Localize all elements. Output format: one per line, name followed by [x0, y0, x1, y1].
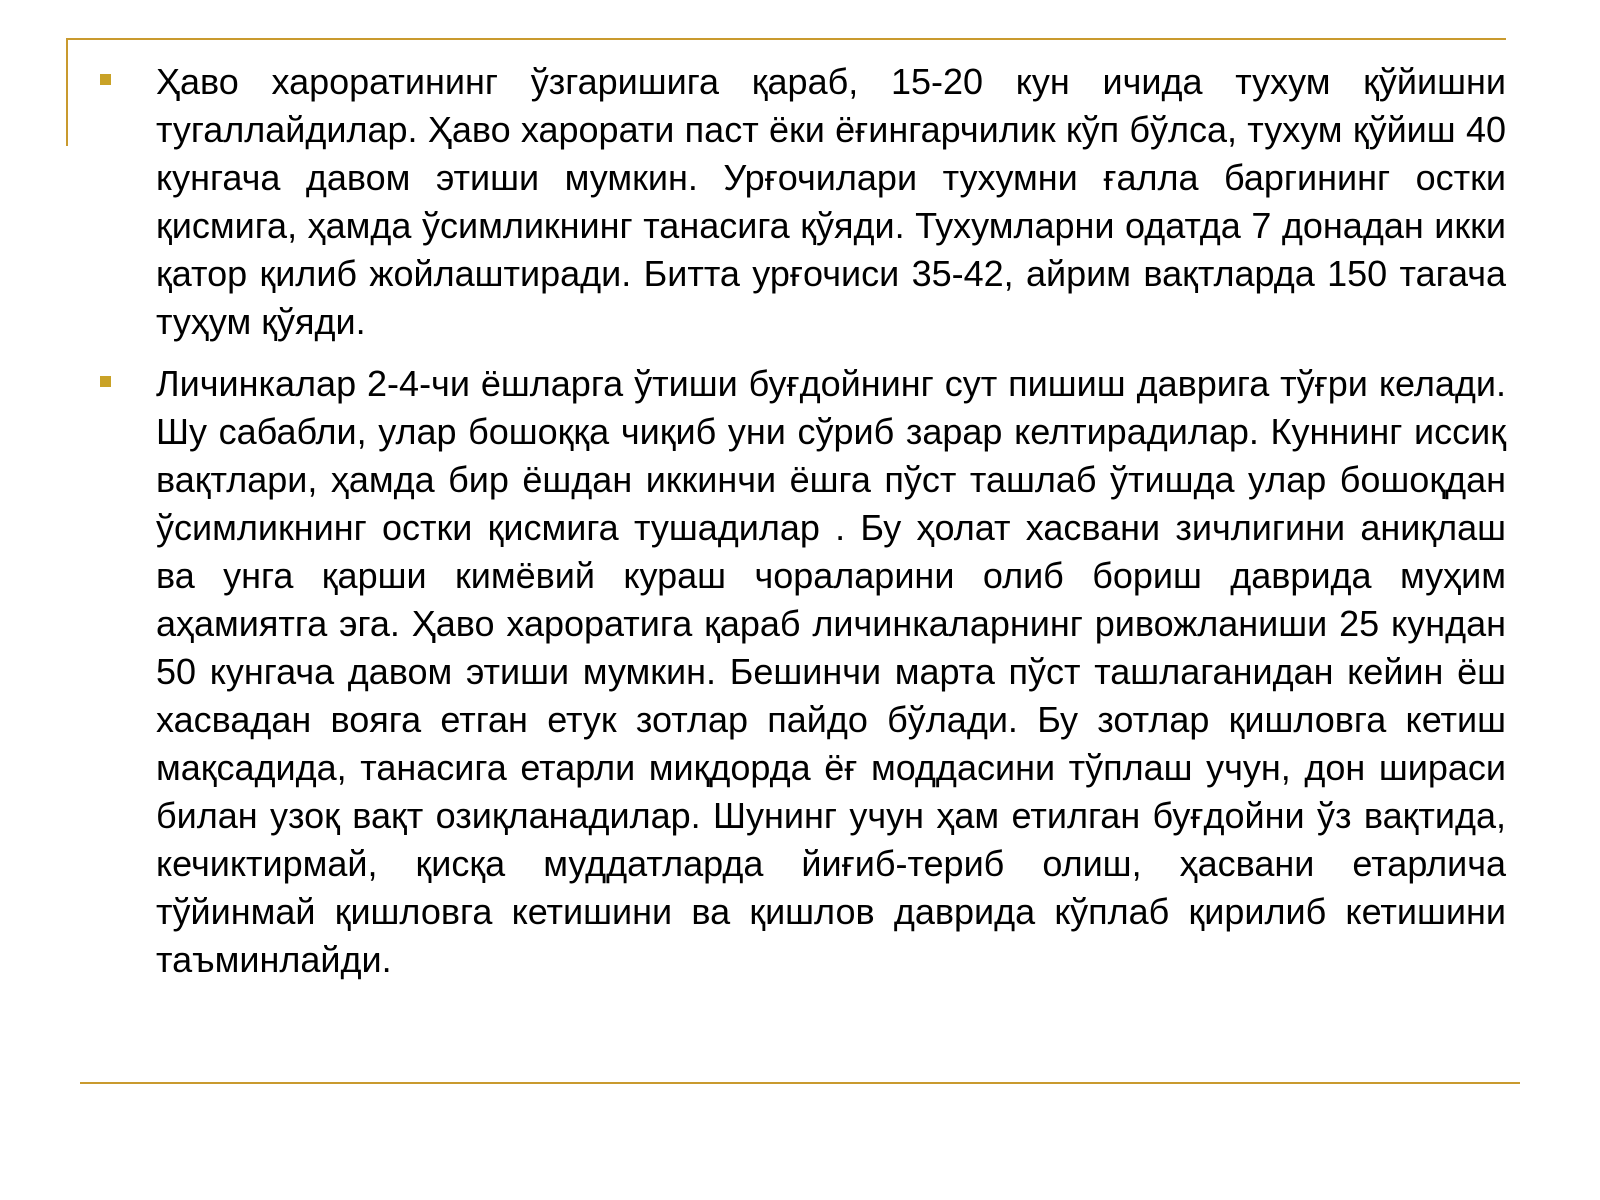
bullet-item-eggs: [96, 58, 1506, 346]
bullet-text: Ҳаво хароратининг ўзгаришига қараб, 15-20 кун ичида тухум қўйишни тугаллайдилар. Ҳаво харорати паст ёки ёғингарчилик кўп бўлса, тухум қўйиш 40 кунгача давом этиши мумкин. Урғочилари тухумни ғалла баргининг остки қисмига, ҳамда ўсимликнинг танасига қўяди. Тухумларни одатда 7 донадан икки қатор қилиб жойлаштиради. Битта урғочиси 35-42, айрим вақтларда 150 тагача туҳум қўяди.: [156, 61, 1506, 342]
bullet-text: Личинкалар 2-4-чи ёшларга ўтиши буғдойнинг сут пишиш даврига тўғри келади. Шу сабабли, улар бошоққа чиқиб уни сўриб зарар келтирадилар. Куннинг иссиқ вақтлари, ҳамда бир ёшдан иккинчи ёшга пўст ташлаб ўтишда улар бошоқдан ўсимликнинг остки қисмига тушадилар . Бу ҳолат хасвани зичлигини аниқлаш ва унга қарши кимёвий кураш чораларини олиб бориш даврида муҳим аҳамиятга эга. Ҳаво хароратига қараб личинкаларнинг ривожланиши 25 кундан 50 кунгача давом этиши мумкин. Бешинчи марта пўст ташлаганидан кейин ёш хасвадан вояга етган етук зотлар пайдо бўлади. Бу зотлар қишловга кетиш мақсадида, танасига етарли миқдорда ёғ моддасини тўплаш учун, дон шираси билан узоқ вақт озиқланадилар. Шунинг учун ҳам етилган буғдойни ўз вақтида, кечиктирмай, қисқа муддатларда йиғиб-териб олиш, ҳасвани етарлича тўйинмай қишловга кетишини ва қишлов даврида кўплаб қирилиб кетишини таъминлайди.: [156, 363, 1506, 980]
bullet-item-larvae: [96, 360, 1506, 984]
top-accent-rule: [66, 38, 1506, 40]
slide-body: [96, 58, 1506, 998]
square-bullet-icon: [100, 376, 111, 387]
left-accent-rule: [66, 38, 68, 146]
square-bullet-icon: [100, 74, 111, 85]
bottom-accent-rule: [80, 1082, 1520, 1084]
